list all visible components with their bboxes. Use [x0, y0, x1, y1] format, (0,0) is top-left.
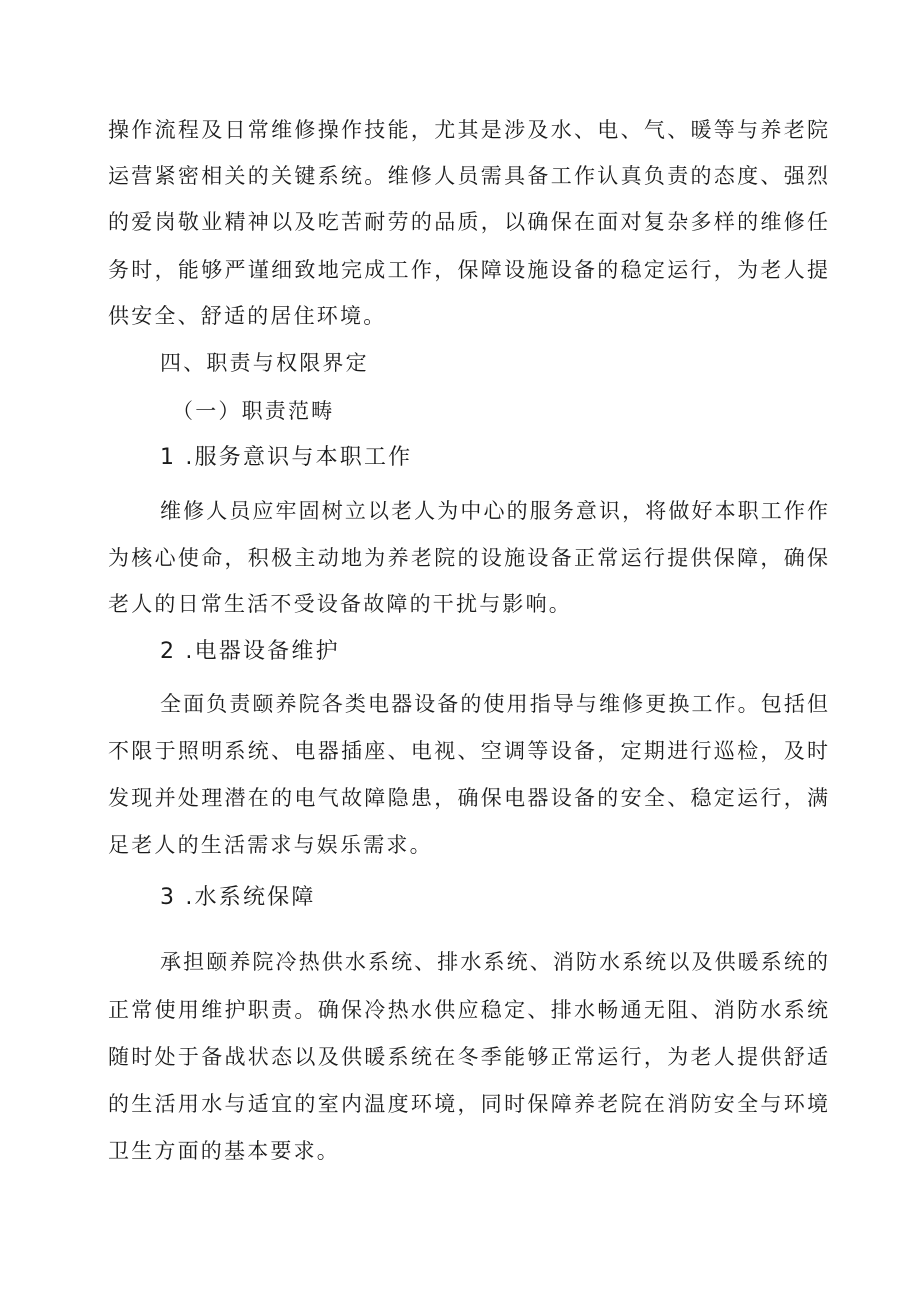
- subsection-heading: （一）职责范畴: [172, 399, 335, 423]
- paragraph-line: 全面负责颐养院各类电器设备的使用指导与维修更换工作。包括但: [160, 692, 828, 716]
- paragraph-line: 供安全、舒适的居住环境。: [108, 304, 387, 328]
- paragraph-line: 发现并处理潜在的电气故障隐患，确保电器设备的安全、稳定运行，满: [108, 786, 828, 810]
- paragraph-line: 运营紧密相关的关键系统。维修人员需具备工作认真负责的态度、强烈: [108, 164, 828, 188]
- paragraph-line: 足老人的生活需求与娱乐需求。: [108, 833, 433, 857]
- paragraph-line: 操作流程及日常维修操作技能，尤其是涉及水、电、气、暖等与养老院: [108, 118, 828, 142]
- paragraph-line: 为核心使命，积极主动地为养老院的设施设备正常运行提供保障，确保: [108, 546, 828, 570]
- paragraph-line: 老人的日常生活不受设备故障的干扰与影响。: [108, 592, 572, 616]
- paragraph-line: 不限于照明系统、电器插座、电视、空调等设备，定期进行巡检，及时: [108, 739, 828, 763]
- item-heading: 3 .水系统保障: [160, 885, 316, 910]
- item-heading: 2 .电器设备维护: [160, 639, 340, 664]
- paragraph-line: 维修人员应牢固树立以老人为中心的服务意识，将做好本职工作作: [160, 499, 828, 523]
- paragraph-line: 承担颐养院冷热供水系统、排水系统、消防水系统以及供暖系统的: [160, 950, 828, 974]
- paragraph-line: 卫生方面的基本要求。: [108, 1139, 340, 1163]
- paragraph-line: 务时，能够严谨细致地完成工作，保障设施设备的稳定运行，为老人提: [108, 258, 828, 282]
- paragraph-line: 的爱岗敬业精神以及吃苦耐劳的品质，以确保在面对复杂多样的维修任: [108, 210, 828, 234]
- item-heading: 1 .服务意识与本职工作: [160, 445, 413, 470]
- paragraph-line: 正常使用维护职责。确保冷热水供应稳定、排水畅通无阻、消防水系统: [108, 998, 828, 1022]
- paragraph-line: 随时处于备战状态以及供暖系统在冬季能够正常运行，为老人提供舒适: [108, 1045, 828, 1069]
- section-heading: 四、职责与权限界定: [160, 351, 369, 375]
- paragraph-line: 的生活用水与适宜的室内温度环境，同时保障养老院在消防安全与环境: [108, 1092, 828, 1116]
